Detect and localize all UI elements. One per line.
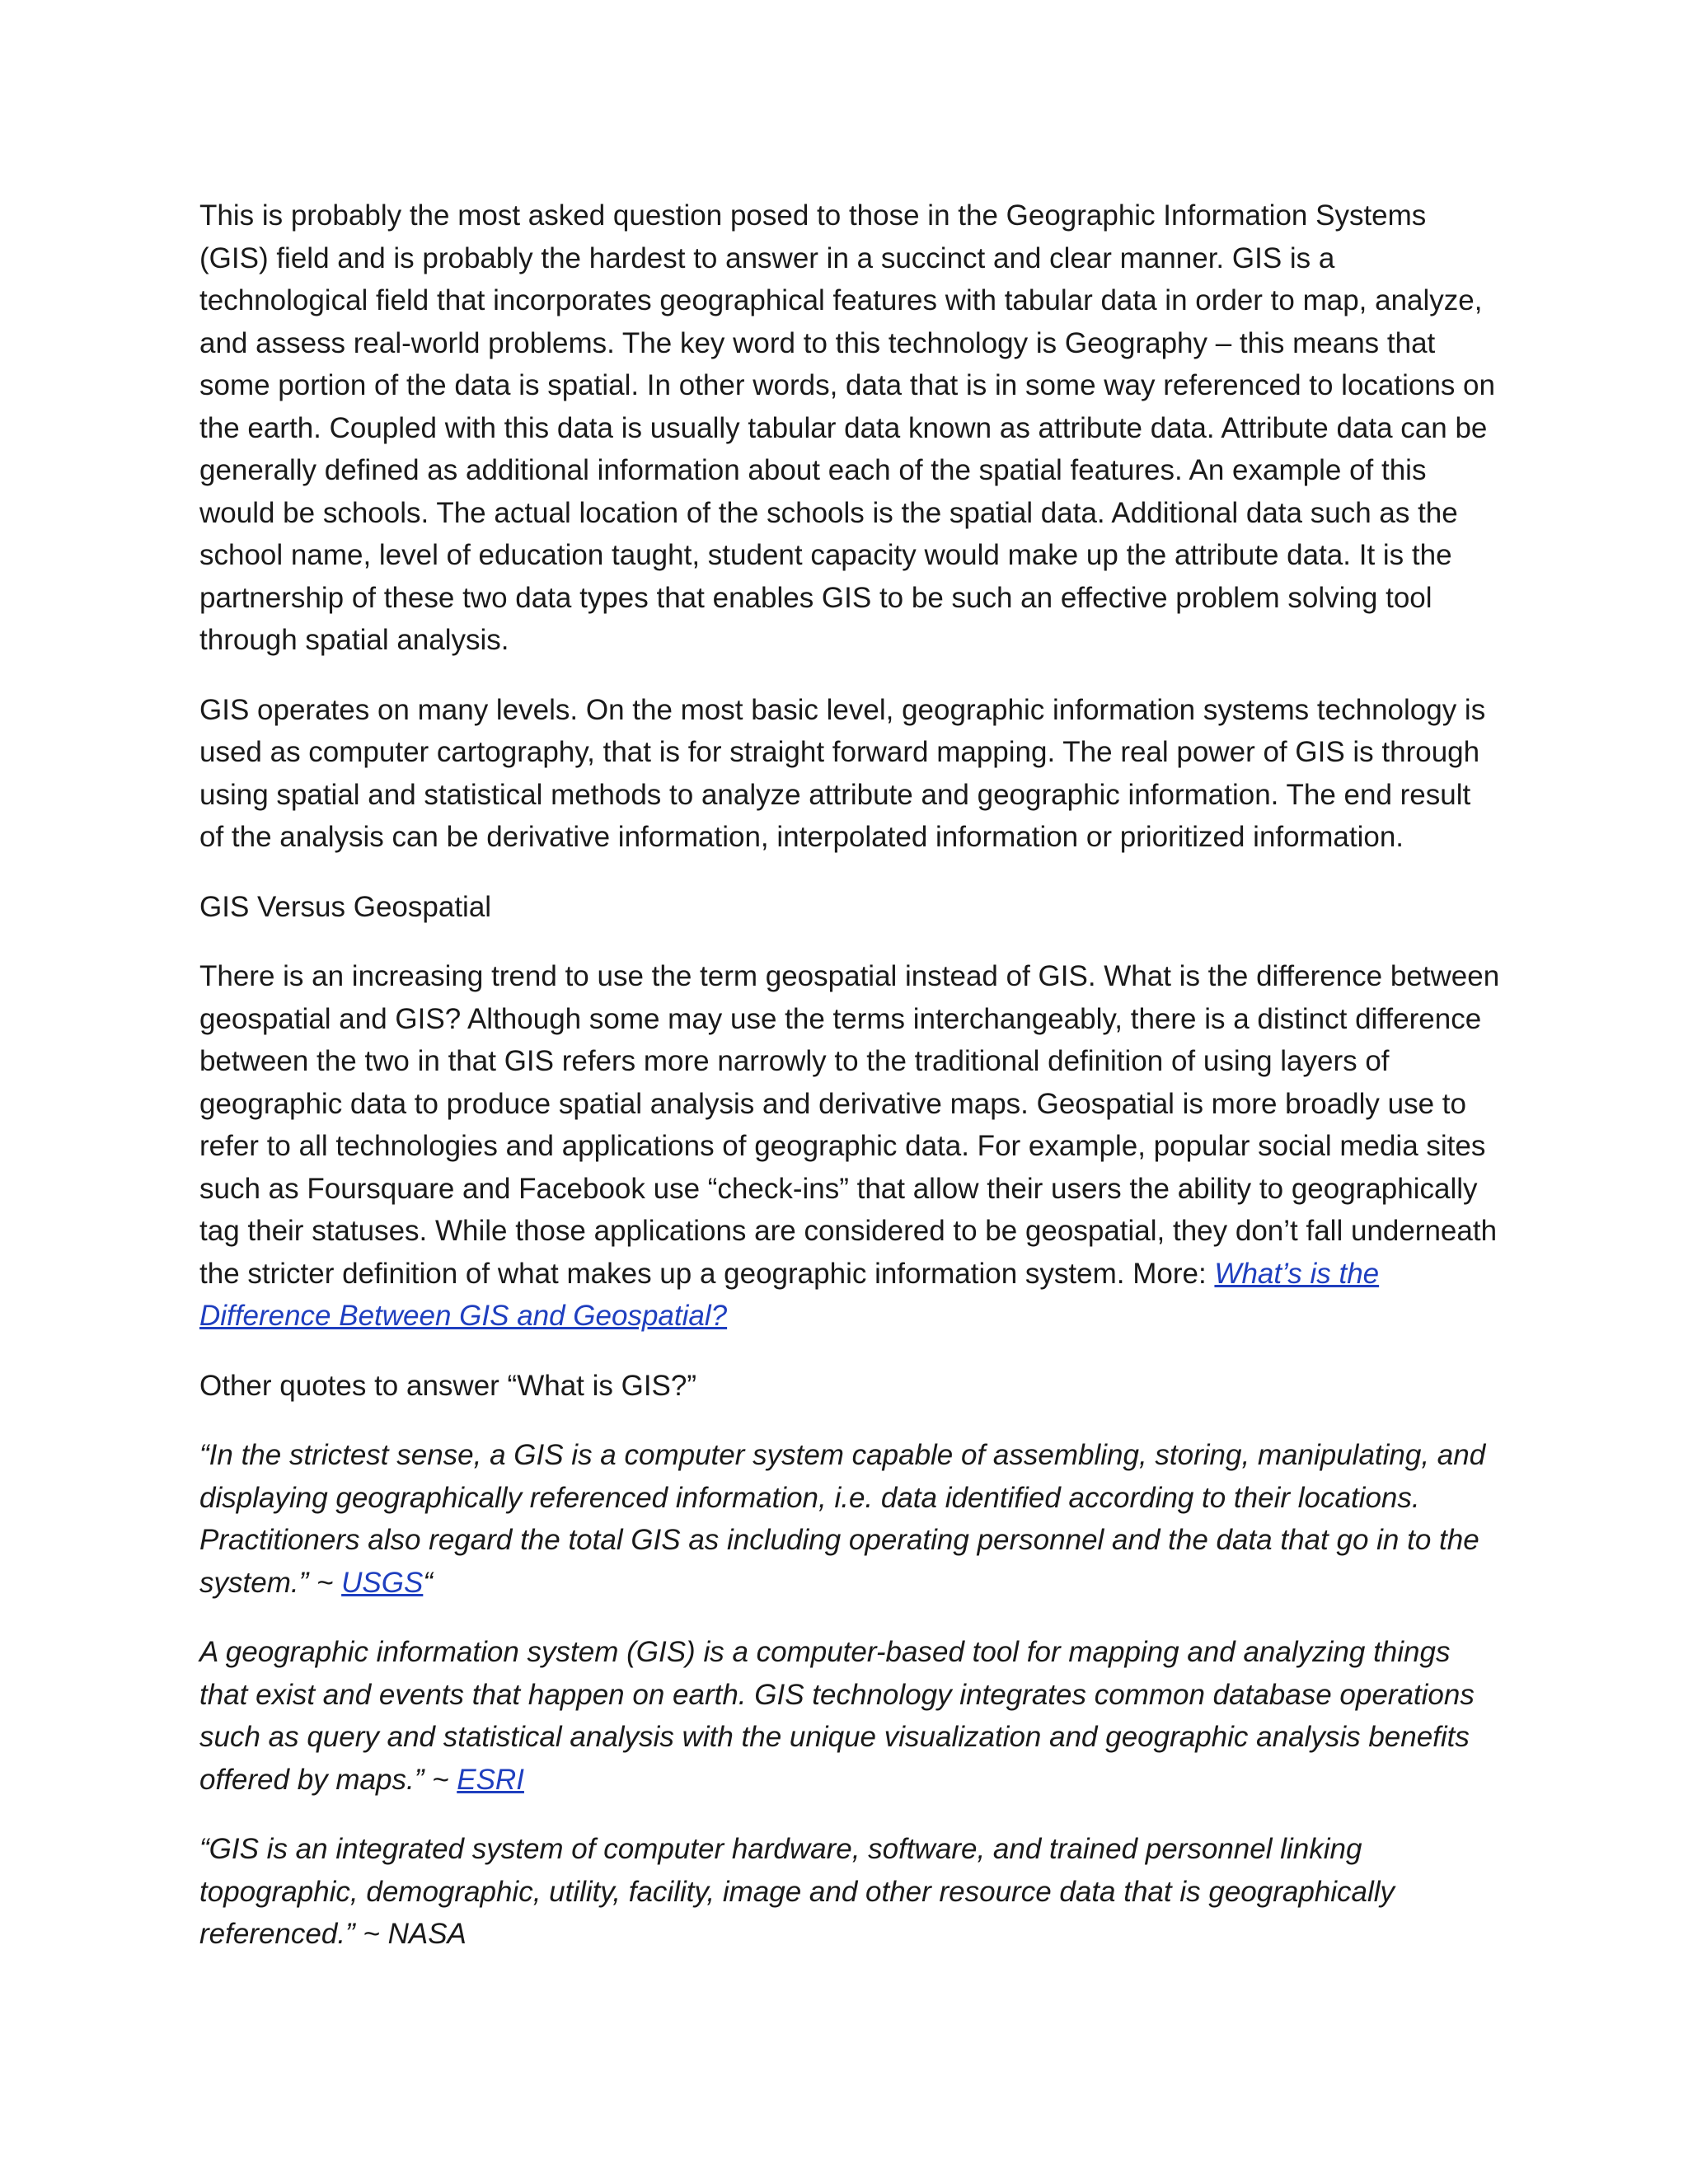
versus-heading: GIS Versus Geospatial: [199, 890, 492, 923]
esri-link[interactable]: ESRI: [457, 1763, 524, 1796]
document-body: [199, 194, 1500, 1983]
esri-quote-text: A geographic information system (GIS) is a computer-based tool for mapping and analyzing things that exist and events that happen on earth. GIS technology integrates common database operations such as query and statistical analysis with the unique visualization and geographic analysis benefits offered by maps.” ~: [199, 1636, 1475, 1796]
usgs-quote: [199, 1434, 1500, 1604]
quotes-heading: Other quotes to answer “What is GIS?”: [199, 1369, 697, 1402]
difference-link[interactable]: What’s is the Difference Between GIS and Geospatial?: [199, 1257, 1380, 1332]
esri-quote: [199, 1631, 1500, 1801]
usgs-link[interactable]: USGS: [341, 1566, 424, 1599]
usgs-quote-text: “In the strictest sense, a GIS is a computer system capable of assembling, storing, manipulating, and displaying geographically referenced information, i.e. data identified according to their locations. Practitioners also regard the total GIS as including operating personnel and the data that go in to the system.” ~: [199, 1439, 1486, 1599]
levels-paragraph: GIS operates on many levels. On the most basic level, geographic information systems technology is used as computer cartography, that is for straight forward mapping. The real power of GIS is through using spatial and statistical methods to analyze attribute and geographic information. The end result of the analysis can be derivative information, interpolated information or prioritized information.: [199, 693, 1486, 853]
versus-paragraph: [199, 955, 1500, 1338]
versus-body-text: There is an increasing trend to use the term geospatial instead of GIS. What is the difference between geospatial and GIS? Although some may use the terms interchangeably, there is a distinct difference between the two in that GIS refers more narrowly to the traditional definition of using layers of geographic data to produce spatial analysis and derivative maps. Geospatial is more broadly use to refer to all technologies and applications of geographic data. For example, popular social media sites such as Foursquare and Facebook use “check-ins” that allow their users the ability to geographically tag their statuses. While those applications are considered to be geospatial, they don’t fall underneath the stricter definition of what makes up a geographic information system. More:: [199, 960, 1500, 1290]
intro-paragraph: This is probably the most asked question posed to those in the Geographic Information Systems (GIS) field and is probably the hardest to answer in a succinct and clear manner. GIS is a technological field that incorporates geographical features with tabular data in order to map, analyze, and assess real-world problems. The key word to this technology is Geography – this means that some portion of the data is spatial. In other words, data that is in some way referenced to locations on the earth. Coupled with this data is usually tabular data known as attribute data. Attribute data can be generally defined as additional information about each of the spatial features. An example of this would be schools. The actual location of the schools is the spatial data. Additional data such as the school name, level of education taught, student capacity would make up the attribute data. It is the partnership of these two data types that enables GIS to be such an effective problem solving tool through spatial analysis.: [199, 199, 1495, 656]
usgs-quote-tail: “: [423, 1566, 433, 1599]
nasa-quote: “GIS is an integrated system of computer hardware, software, and trained personnel linking topographic, demographic, utility, facility, image and other resource data that is geographically referenced.” ~ NASA: [199, 1833, 1395, 1950]
